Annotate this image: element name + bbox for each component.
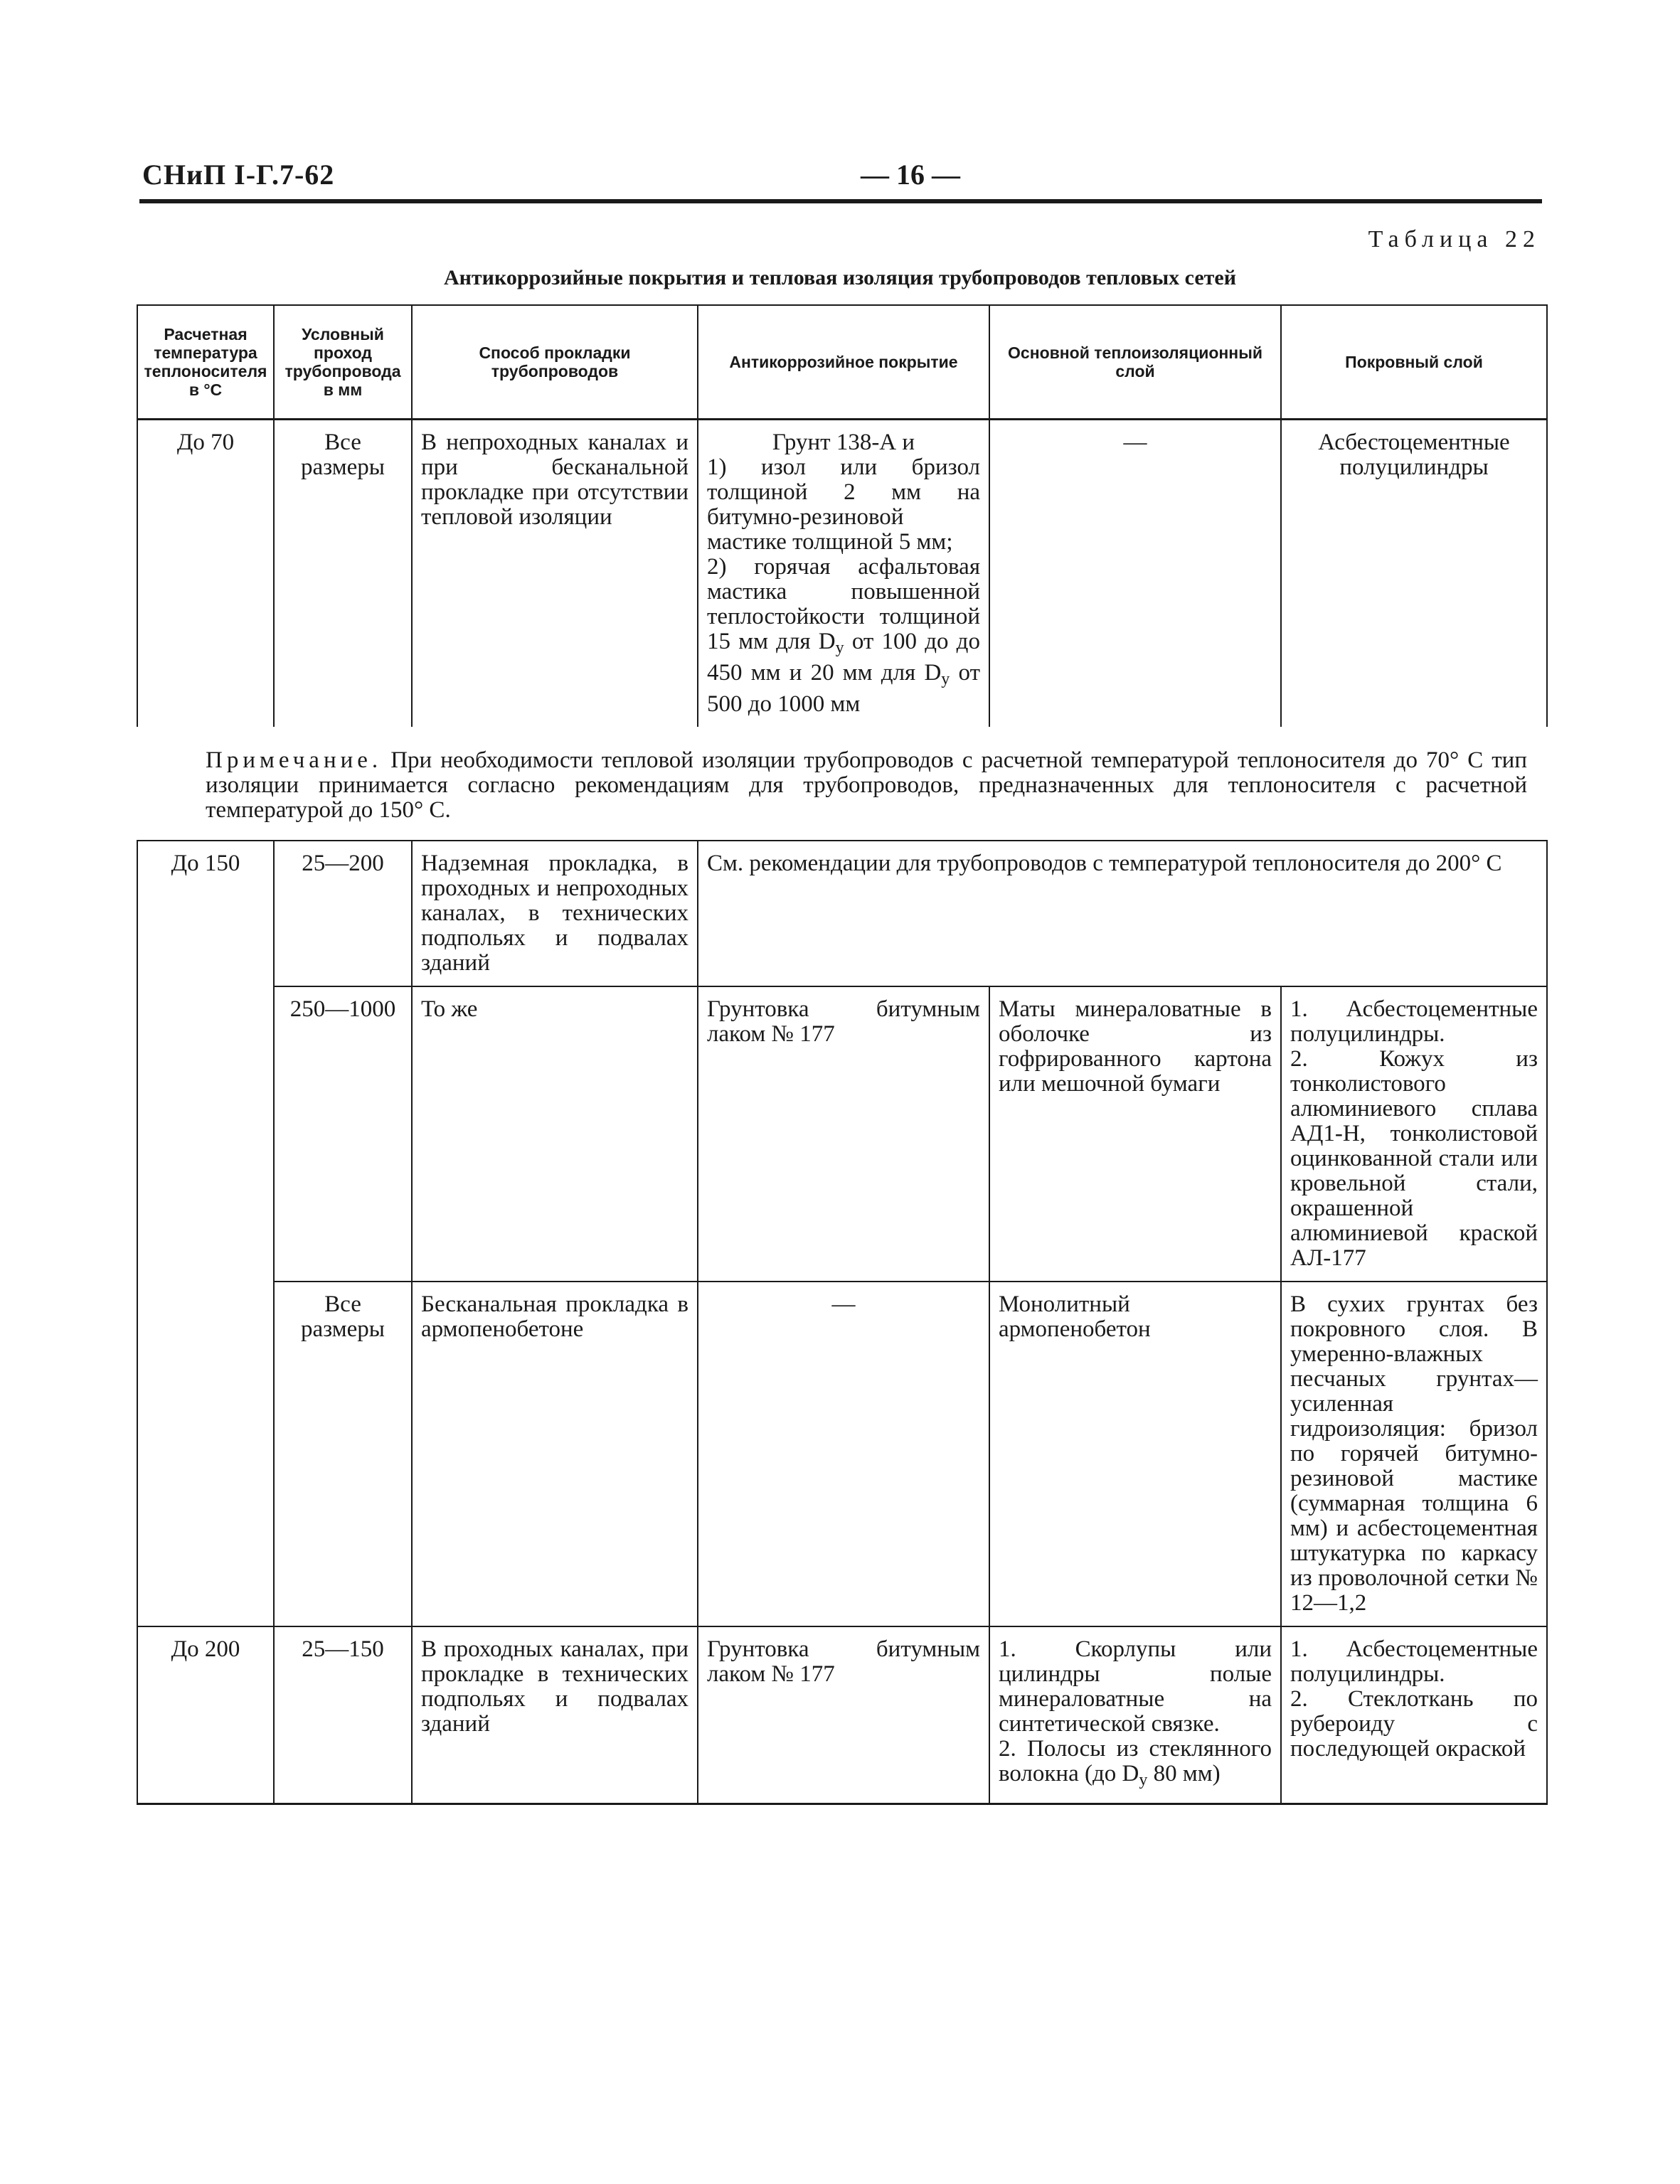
subscript: у [835, 639, 844, 657]
cell-pipe-size: 25—200 [274, 841, 412, 986]
cell-temperature: До 200 [137, 1626, 274, 1804]
cell-pipe-size: 250—1000 [274, 986, 412, 1282]
cell-reference: См. рекомендации для трубопроводов с температурой теплоносителя до 200° С [698, 841, 1547, 986]
subscript: у [941, 670, 950, 688]
cell-anticorrosion: Грунтовка битумным лаком № 177 [698, 986, 989, 1282]
table-note [137, 727, 1547, 841]
cell-insulation [989, 1626, 1281, 1804]
table-row [137, 986, 1547, 1282]
page-number: — 16 — [861, 159, 960, 191]
table-label: Таблица 22 [1368, 226, 1541, 252]
cover-item: 1. Асбестоцементные полуцилиндры. [1290, 1636, 1538, 1687]
col-header-pipe-size: Условный проход трубопровода в мм [274, 305, 412, 420]
cell-anticorrosion [698, 420, 989, 728]
col-header-temperature: Расчетная температура теплоносителя в °С [137, 305, 274, 420]
table-row [137, 420, 1547, 728]
header-row [137, 305, 1547, 420]
cell-laying-method: То же [412, 986, 698, 1282]
insulation-item: 1. Скорлупы или цилиндры полые минераловатные на синтетической связке. [999, 1636, 1272, 1737]
insulation-text: 2. Полосы из стеклянного волокна (до D [999, 1736, 1272, 1786]
table-title: Антикоррозийные покрытия и тепловая изоляция трубопроводов тепловых сетей [443, 266, 1237, 289]
cell-laying-method: Бесканальная прокладка в армопенобетоне [412, 1282, 698, 1626]
coating-line: Грунт 138-А и [772, 430, 915, 455]
cell-temperature: До 150 [137, 841, 274, 1626]
cover-item: 2. Стеклоткань по рубероиду с последующей окраской [1290, 1686, 1538, 1762]
header-rule [139, 199, 1542, 203]
cell-laying-method: В проходных каналах, при прокладке в технических подпольях и подвалах зданий [412, 1626, 698, 1804]
cell-cover [1281, 986, 1547, 1282]
coating-text: 2) горячая асфальтовая мастика повышенной теплостойкости толщиной 15 мм для D [707, 554, 980, 654]
table-row [137, 1282, 1547, 1626]
insulation-text: 80 мм) [1147, 1761, 1221, 1786]
col-header-cover: Покровный слой [1281, 305, 1547, 420]
cell-cover: Асбестоцементные полуцилиндры [1281, 420, 1547, 728]
cell-pipe-size: 25—150 [274, 1626, 412, 1804]
cell-temperature: До 70 [137, 420, 274, 728]
coating-option-2 [707, 555, 980, 717]
cell-anticorrosion: — [698, 1282, 989, 1626]
cell-insulation: — [989, 420, 1281, 728]
cell-pipe-size: Все размеры [274, 1282, 412, 1626]
insulation-item [999, 1737, 1272, 1793]
cover-item: 2. Кожух из тонколистового алюминиевого сплава АД1-Н, тонколистовой оцинкованной стали или кровельной стали, окрашенной алюминиевой краской АЛ-177 [1290, 1046, 1538, 1271]
coating-text: от 500 до 1000 мм [707, 660, 980, 717]
cell-laying-method: В непроходных каналах и при бесканальной прокладке при отсутствии тепловой изоляции [412, 420, 698, 728]
cover-item: 1. Асбестоцементные полуцилиндры. [1290, 996, 1538, 1047]
col-header-laying-method: Способ прокладки трубопроводов [412, 305, 698, 420]
coating-text: от 100 до до 450 мм и 20 мм для D [707, 629, 980, 686]
cell-cover: В сухих грунтах без покровного слоя. В умеренно-влажных песчаных грунтах— усиленная гидроизоляция: бризол по горячей битумно-резиновой мастике (суммарная толщина 6 мм) и асбестоцементная штукатурка по каркасу из проволочной сетки № 12—1,2 [1281, 1282, 1547, 1626]
col-header-insulation: Основной теплоизоляционный слой [989, 305, 1281, 420]
col-header-anticorrosion: Антикоррозийное покрытие [698, 305, 989, 420]
note-text: При необходимости тепловой изоляции трубопроводов с расчетной температурой теплоносителя до 70° С тип изоляции принимается согласно рекомендациям для трубопроводов, предназначенных для теплоносителя с расчетной температурой до 150° С. [206, 747, 1527, 823]
cell-cover [1281, 1626, 1547, 1804]
note-row [137, 727, 1547, 841]
cell-laying-method: Надземная прокладка, в проходных и непроходных каналах, в технических подпольях и подвалах зданий [412, 841, 698, 986]
table-row [137, 841, 1547, 986]
subscript: у [1139, 1771, 1148, 1789]
document-code: СНиП I-Г.7-62 [142, 159, 335, 191]
note-prefix: Примечание. [206, 747, 383, 773]
insulation-table [137, 304, 1548, 1805]
coating-option-1: 1) изол или бризол толщиной 2 мм на битумно-резиновой мастике толщиной 5 мм; [707, 454, 980, 555]
cell-insulation: Монолитный армопенобетон [989, 1282, 1281, 1626]
cell-pipe-size: Все размеры [274, 420, 412, 728]
cell-anticorrosion: Грунтовка битумным лаком № 177 [698, 1626, 989, 1804]
cell-insulation: Маты минераловатные в оболочке из гофрированного картона или мешочной бумаги [989, 986, 1281, 1282]
table-row [137, 1626, 1547, 1804]
